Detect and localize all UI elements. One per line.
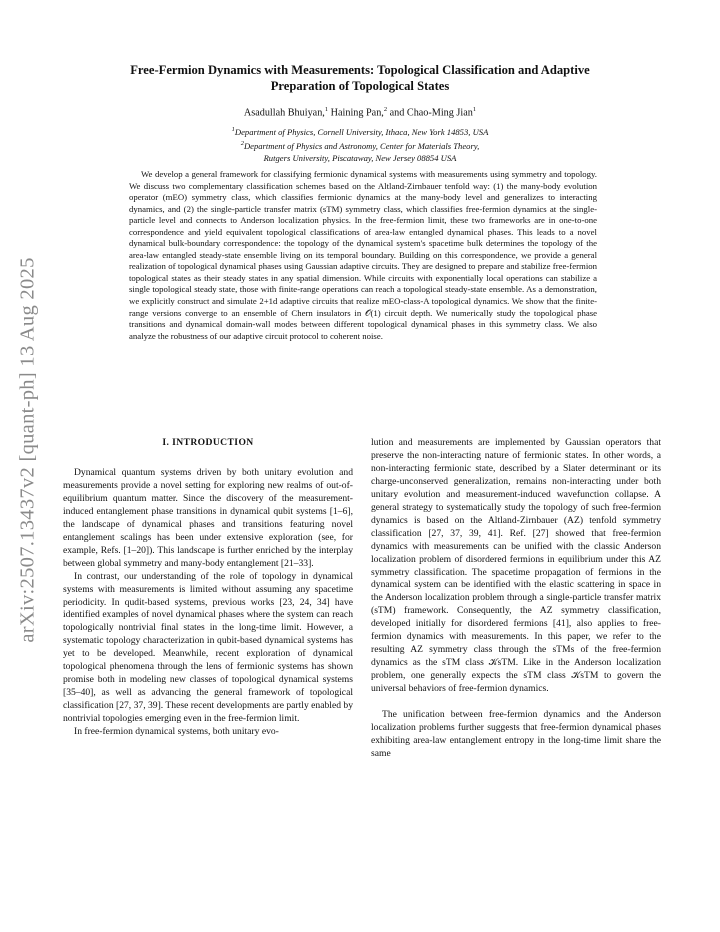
intro-paragraph-3: In free-fermion dynamical systems, both unitary evo- <box>74 726 279 738</box>
intro-paragraph-1: Dynamical quantum systems driven by both unitary evolution and measurements provide a novel setting for exploring new realms of out-of-equilibrium quantum matter. Since the discovery of the measurement-induced entanglement phase transitions in dynamical qubit systems [1–6], the landscape of dynamical phases and transitions featuring novel entanglement scalings has been under extensive exploration (see, for example, Refs. [1–20]). This landscape is further enriched by the interplay between global symmetry and many-body entanglement [21–33]. <box>63 467 353 569</box>
author-3: and Chao-Ming Jian <box>389 107 473 119</box>
author-list <box>60 106 660 118</box>
title-line-1: Free-Fermion Dynamics with Measurements: Topological Classification and Adaptive <box>130 63 590 77</box>
affiliation-1: $^1$Department of Physics, Cornell University, Ithaca, New York 14853, USA <box>231 126 489 137</box>
section-heading: I. INTRODUCTION <box>162 437 254 448</box>
author-2: Haining Pan, <box>330 107 384 119</box>
intro-paragraph-2: In contrast, our understanding of the role of topology in dynamical systems with measurements is limited without assuming any spacetime periodicity. In qudit-based systems, previous works [23, 24, 34] have identified examples of novel dynamical phases where the system can reach topologically nontrivial final states in the long-time limit. However, a systematic topology characterization in qubit-based dynamical systems has yet to be developed. Meanwhile, recent exploration of dynamical topological phenomena through the lens of fermionic systems has shown promise both in modeling new classes of topological dynamical systems [35–40], as well as advancing the general framework of topological classification [27, 37, 39]. These recent developments are partly enabled by nontrivial topologies emerging even in the free-fermion limit. <box>63 570 353 725</box>
left-column <box>63 467 353 739</box>
author-3-affil: 1 <box>472 106 477 113</box>
paper-title <box>60 62 660 94</box>
author-1-affil: 1 <box>324 106 329 113</box>
right-column <box>371 437 661 761</box>
arxiv-stamp <box>8 190 48 710</box>
arxiv-stamp-text: arXiv:2507.13437v2 [quant-ph] 13 Aug 2025 <box>16 257 39 643</box>
affiliations <box>60 124 660 164</box>
affiliation-2-continued: Rutgers University, Piscataway, New Jersey 08854 USA <box>263 152 457 163</box>
intro-paragraph-5: The unification between free-fermion dynamics and the Anderson localization problems further suggests that free-fermion dynamical phases exhibiting area-law entanglement entropy in the long-time limit share the same <box>371 709 661 759</box>
affiliation-2: $^2$Department of Physics and Astronomy, Center for Materials Theory, <box>240 139 480 151</box>
title-line-2: Preparation of Topological States <box>270 79 450 93</box>
author-2-affil: 2 <box>383 106 388 113</box>
intro-paragraph-4: lution and measurements are implemented by Gaussian operators that preserve the non-interacting nature of fermionic states. In other words, a non-interacting fermionic state, described by a Slater determinant or its charge-unconserved generalization, remains non-interacting under both unitary evolution and measurement-induced wavefunction collapse. A general strategy to systematically study the topology of such free-fermion dynamics is based on the Altland-Zirnbauer (AZ) tenfold symmetry classification [27, 37, 39, 41]. Ref. [27] showed that free-fermion dynamics with measurements can be unified with the classic Anderson localization problem of disordered fermions in equilibrium under this AZ symmetry classification. The spacetime propagation of fermions in the dynamical system can be identified with the elastic scattering in space in the Anderson localization problem through a single-particle transfer matrix (sTM) framework. Consequently, the AZ symmetry classification, developed initially for disordered fermions [41], also applies to free-fermion dynamics with measurements. In this paper, we refer to the resulting AZ symmetry class through the sTMs of the free-fermion dynamics as the sTM class 𝒦sTM. Like in the Anderson localization problem, one generally expects the sTM class 𝒦sTM to govern the universal behaviors of free-fermion dynamics. <box>371 437 661 695</box>
abstract-text: We develop a general framework for classifying fermionic dynamical systems with measurements using symmetry and topology. We discuss two complementary classification schemes based on the Altland-Zirnbauer tenfold way: (1) the many-body evolution operator (mEO) symmetry class, which classifies fermionic dynamics at the many-body level and generalizes to interacting dynamics, and (2) the single-particle transfer matrix (sTM) symmetry class, which classifies free-fermion dynamics at the single-particle level and connects to Anderson localization physics. In the free-fermion limit, these two frameworks are in one-to-one correspondence and yield equivalent topological classifications of area-law entangled dynamical phases. This leads to a novel dynamical bulk-boundary correspondence: the topology of the dynamical system's spacetime bulk determines the topology of the area-law entangled steady-state ensemble living on its temporal boundary. Building on this correspondence, we provide a general realization of topological dynamical phases using Gaussian adaptive circuits. They are designed to prepare and stabilize free-fermion topological states as their steady states in any spatial dimension. While circuits with exponentially local operations can stabilize a single topological steady state, those with finite-range operations can reach a topological steady-state ensemble. As a demonstration, we explicitly construct and simulate 2+1d adaptive circuits that realize mEO-class-A topological dynamics. We show that the finite-range versions converge to an ensemble of Chern insulators in 𝒪(1) circuit depth. We numerically study the topological phase transitions and dynamical domain-wall modes between different topological dynamical phases in this symmetry class. We also analyze the robustness of our adaptive circuit protocol to coherent noise. <box>129 169 597 341</box>
abstract <box>129 169 597 342</box>
author-1: Asadullah Bhuiyan, <box>243 107 325 119</box>
